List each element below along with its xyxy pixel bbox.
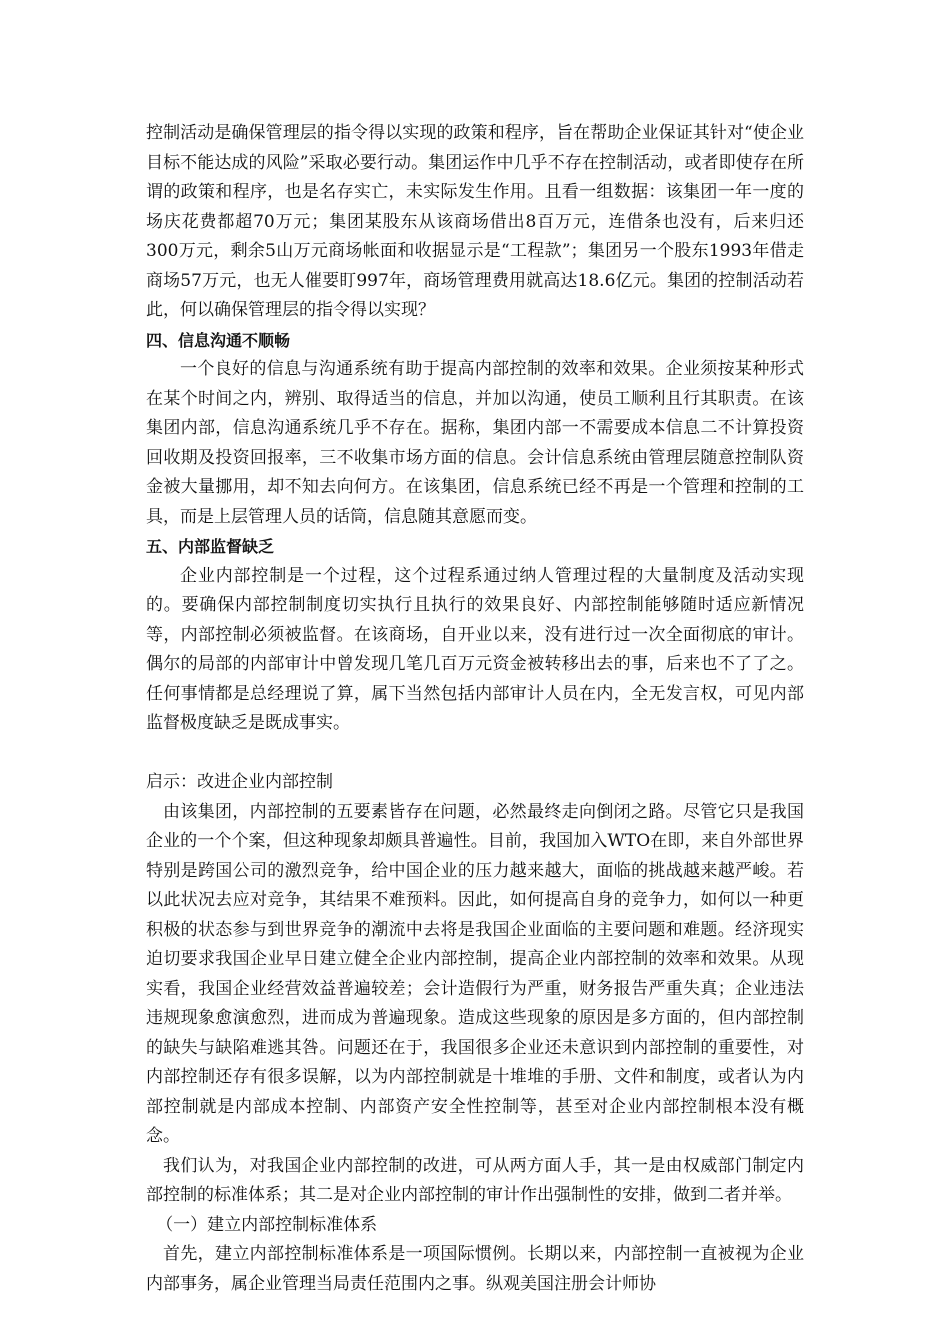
paragraph-control-activities: 控制活动是确保管理层的指令得以实现的政策和程序，旨在帮助企业保证其针对“使企业目标不能达成的风险”采取必要行动。集团运作中几乎不存在控制活动，或者即使存在所谓的政策和程序，也是名存实亡，未实际发生作用。且看一组数据：该集团一年一度的场庆花费都超70万元；集团某股东从该商场借出8百万元，连借条也没有，后来归还300万元，剩余5山万元商场帐面和收据显示是“工程款”；集团另一个股东1993年借走商场57万元，也无人催要盯997年，商场管理费用就高达18.6亿元。集团的控制活动若此，何以确保管理层的指令得以实现？: [146, 123, 804, 320]
paragraph-two-aspects: 我们认为，对我国企业内部控制的改进，可从两方面人手，其一是由权威部门制定内部控制的标准体系；其二是对企业内部控制的审计作出强制性的安排，做到二者并举。: [146, 1155, 804, 1205]
subheading-standard-system: （一）建立内部控制标准体系: [156, 1214, 378, 1235]
paragraph-insight: 由该集团，内部控制的五要素皆存在问题，必然最终走向倒闭之路。尽管它只是我国企业的一个个案，但这种现象却颇具普遍性。目前，我国加入WTO在即，来自外部世界特别是跨国公司的激烈竞争，给中国企业的压力越来越大，面临的挑战越来越严峻。若以此状况去应对竞争，其结果不难预料。因此，如何提高自身的竞争力，如何以一种更积极的状态参与到世界竞争的潮流中去将是我国企业面临的主要问题和难题。经济现实迫切要求我国企业早日建立健全企业内部控制，提高企业内部控制的效率和效果。从现实看，我国企业经营效益普遍较差；会计造假行为严重，财务报告严重失真；企业违法违规现象愈演愈烈，进而成为普遍现象。造成这些现象的原因是多方面的，但内部控制的缺失与缺陷难逃其咎。问题还在于，我国很多企业还未意识到内部控制的重要性，对内部控制还存有很多误解，以为内部控制就是十堆堆的手册、文件和制度，或者认为内部控制就是内部成本控制、内部资产安全性控制等，甚至对企业内部控制根本没有概念。: [146, 801, 804, 1146]
section-heading-info-communication: 四、信息沟通不顺畅: [146, 330, 291, 350]
document-page: [146, 119, 804, 1299]
section-heading-internal-monitoring: 五、内部监督缺乏: [146, 537, 275, 556]
paragraph-internal-monitoring: 企业内部控制是一个过程，这个过程系通过纳人管理过程的大量制度及活动实现的。要确保内部控制制度切实执行且执行的效果良好、内部控制能够随时适应新情况等，内部控制必须被监督。在该商场，自开业以来，没有进行过一次全面彻底的审计。偶尔的局部的内部审计中曾发现几笔几百万元资金被转移出去的事，后来也不了了之。任何事情都是总经理说了算，属下当然包括内部审计人员在内，全无发言权，可见内部监督极度缺乏是既成事实。: [146, 565, 804, 733]
blank-line: [146, 739, 804, 769]
insight-heading: 启示：改进企业内部控制: [146, 772, 333, 792]
paragraph-info-communication: 一个良好的信息与沟通系统有助于提高内部控制的效率和效果。企业须按某种形式在某个时间之内，辨别、取得适当的信息，并加以沟通，使员工顺利且行其职责。在该集团内部，信息沟通系统几乎不存在。据称，集团内部一不需要成本信息二不计算投资回收期及投资回报率，三不收集市场方面的信息。会计信息系统由管理层随意控制队资金被大量挪用，却不知去向何方。在该集团，信息系统已经不再是一个管理和控制的工具，而是上层管理人员的话筒，信息随其意愿而变。: [146, 359, 804, 527]
paragraph-first-point: 首先，建立内部控制标准体系是一项国际惯例。长期以来，内部控制一直被视为企业内部事务，属企业管理当局责任范围内之事。纵观美国注册会计师协: [146, 1244, 804, 1294]
